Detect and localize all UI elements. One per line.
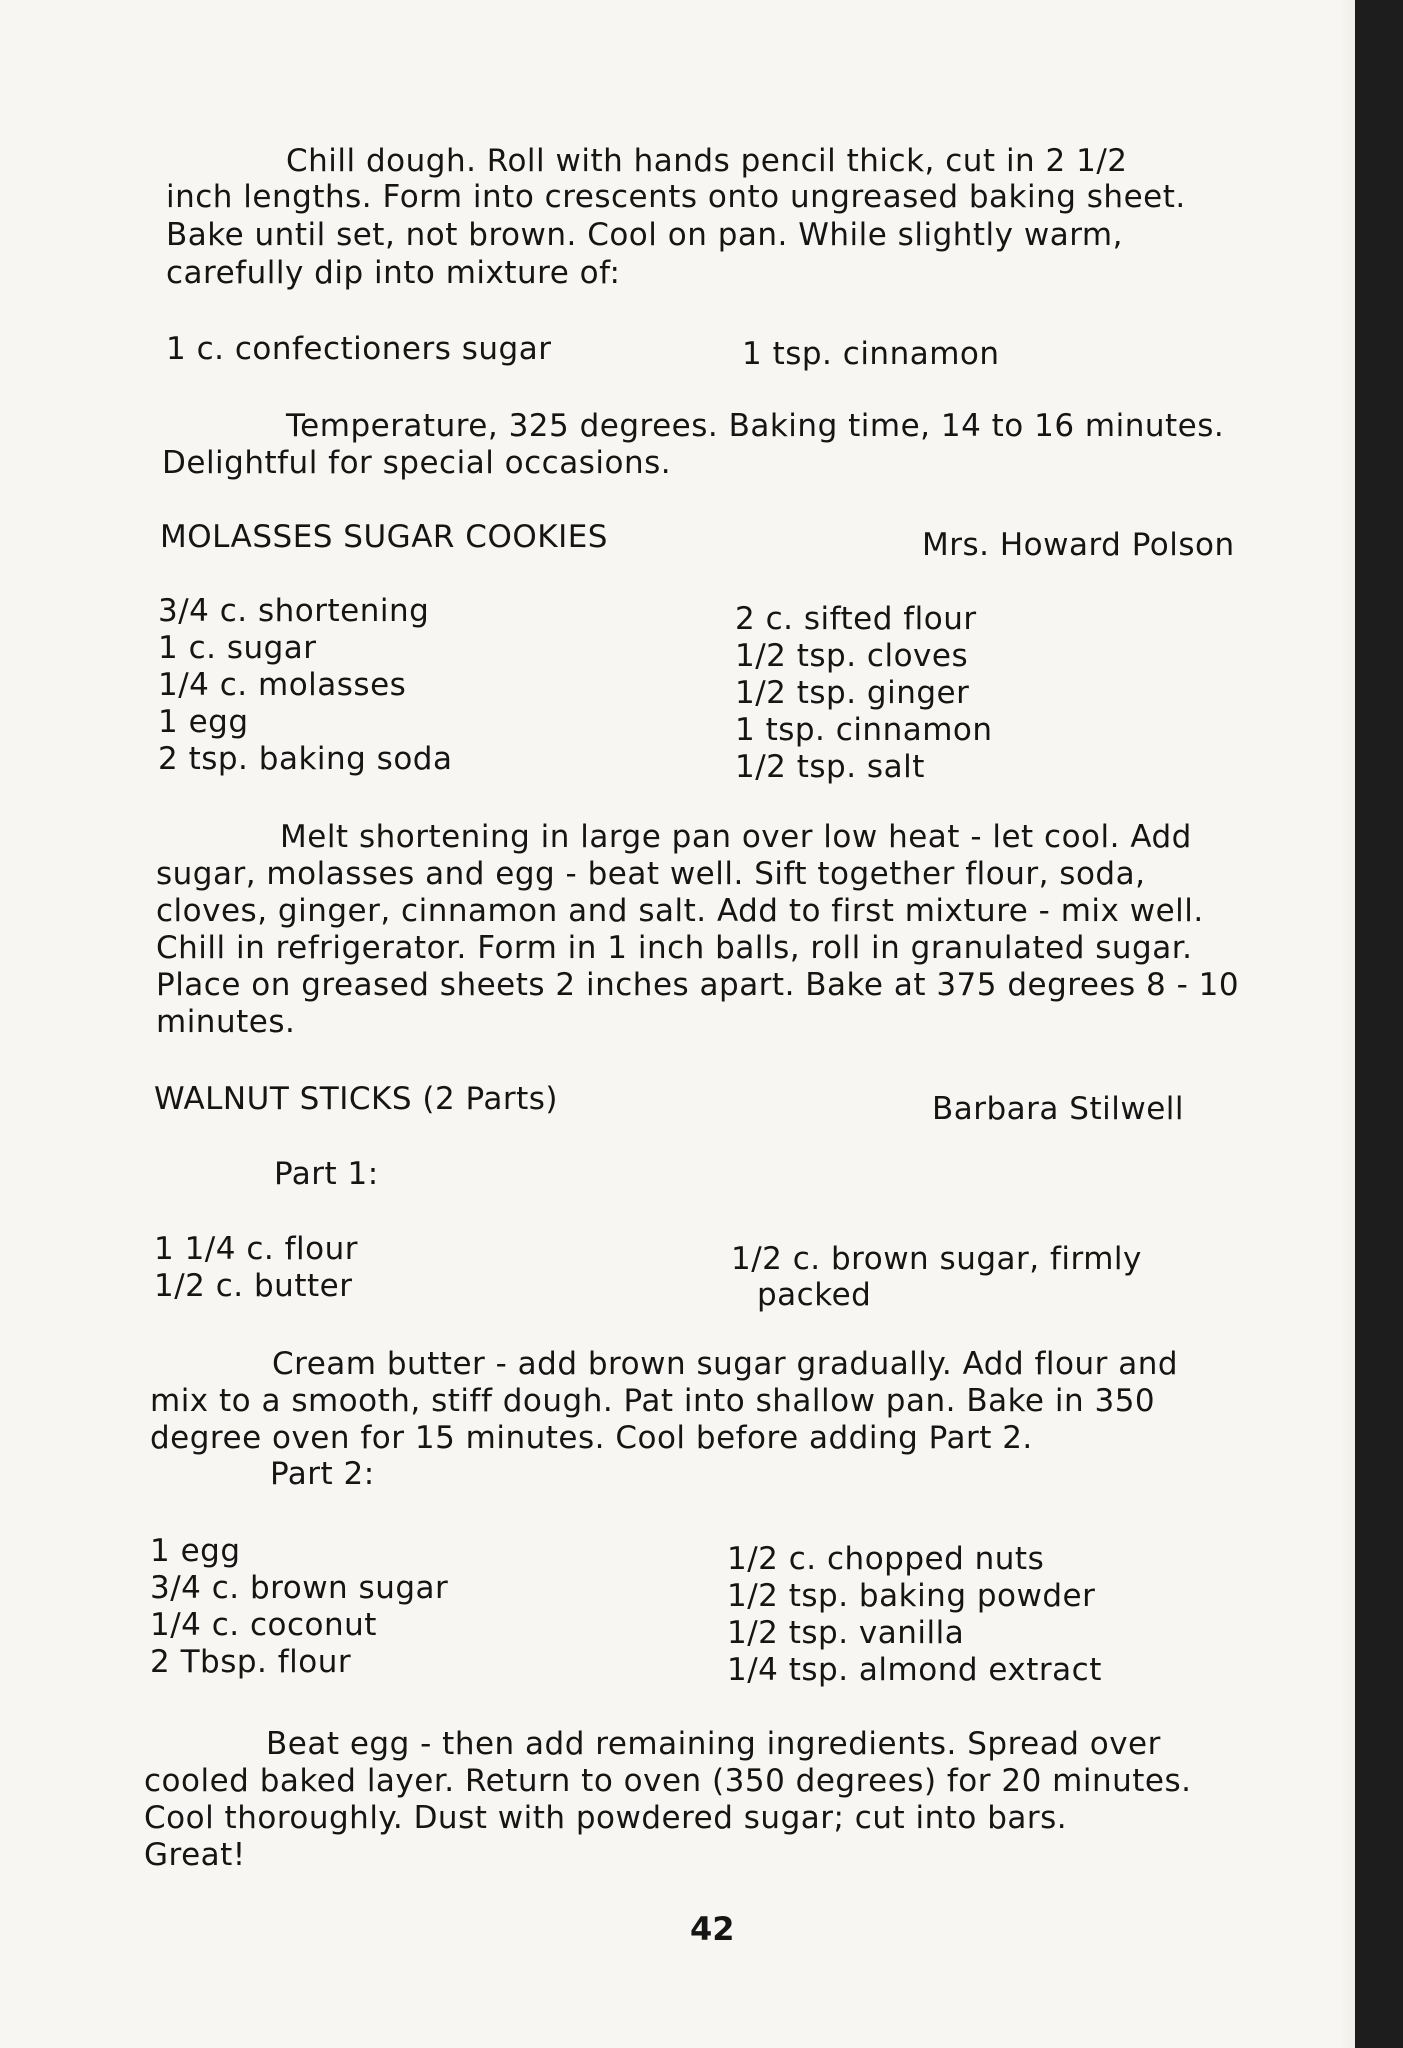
part-label: Part 1: bbox=[274, 1156, 379, 1192]
ingredient-left: 1/4 c. molasses bbox=[158, 667, 407, 703]
directions-line: degree oven for 15 minutes. Cool before adding Part 2. bbox=[150, 1420, 1033, 1456]
ingredient-left: 3/4 c. shortening bbox=[158, 593, 430, 629]
ingredient-left: 1/2 c. butter bbox=[154, 1268, 353, 1304]
ingredient-right: packed bbox=[757, 1277, 872, 1313]
ingredient-left: 2 tsp. baking soda bbox=[158, 741, 453, 777]
directions-line: mix to a smooth, stiff dough. Pat into shallow pan. Bake in 350 bbox=[150, 1383, 1156, 1419]
ingredient-right: 1/2 tsp. salt bbox=[735, 749, 925, 785]
recipe-author: Barbara Stilwell bbox=[932, 1091, 1184, 1127]
ingredient-left: 1/4 c. coconut bbox=[150, 1607, 377, 1643]
directions-line: Place on greased sheets 2 inches apart. Bake at 375 degrees 8 - 10 bbox=[156, 967, 1240, 1003]
ingredient-right: 1/2 c. chopped nuts bbox=[727, 1541, 1045, 1577]
intro-line: Chill dough. Roll with hands pencil thick, cut in 2 1/2 bbox=[286, 143, 1128, 179]
ingredient-left: 2 Tbsp. flour bbox=[150, 1644, 352, 1680]
directions-line: Melt shortening in large pan over low heat - let cool. Add bbox=[280, 819, 1192, 855]
recipe-title: WALNUT STICKS (2 Parts) bbox=[154, 1081, 558, 1117]
recipe-author: Mrs. Howard Polson bbox=[922, 527, 1235, 563]
spiral-binding bbox=[1355, 0, 1403, 2048]
directions-line: sugar, molasses and egg - beat well. Sift together flour, soda, bbox=[156, 856, 1146, 892]
ingredient-right: 1/2 tsp. baking powder bbox=[727, 1578, 1096, 1614]
ingredient-right: 1/4 tsp. almond extract bbox=[727, 1652, 1102, 1688]
ingredient-left: 1 1/4 c. flour bbox=[154, 1231, 358, 1267]
ingredient-left: 1 egg bbox=[150, 1533, 241, 1569]
ingredient-left: 1 egg bbox=[158, 704, 249, 740]
ingredient-left: 3/4 c. brown sugar bbox=[150, 1570, 449, 1606]
directions-line: Cream butter - add brown sugar gradually. Add flour and bbox=[272, 1346, 1179, 1382]
mixture-ingredient-right: 1 tsp. cinnamon bbox=[742, 336, 1000, 372]
directions-line: Cool thoroughly. Dust with powdered sugar; cut into bars. bbox=[144, 1800, 1068, 1836]
intro-line: inch lengths. Form into crescents onto ungreased baking sheet. bbox=[166, 179, 1186, 215]
ingredient-right: 1/2 tsp. vanilla bbox=[727, 1615, 965, 1651]
intro-note: Delightful for special occasions. bbox=[162, 445, 672, 481]
directions-line: minutes. bbox=[156, 1004, 296, 1040]
ingredient-right: 1/2 c. brown sugar, firmly bbox=[731, 1241, 1142, 1277]
directions-line: cloves, ginger, cinnamon and salt. Add to first mixture - mix well. bbox=[156, 893, 1204, 929]
mixture-ingredient-left: 1 c. confectioners sugar bbox=[166, 331, 552, 367]
ingredient-right: 1/2 tsp. ginger bbox=[735, 675, 970, 711]
ingredient-right: 1 tsp. cinnamon bbox=[735, 712, 993, 748]
intro-line: Bake until set, not brown. Cool on pan. While slightly warm, bbox=[166, 217, 1123, 253]
intro-line: carefully dip into mixture of: bbox=[166, 255, 621, 291]
directions-line: Chill in refrigerator. Form in 1 inch balls, roll in granulated sugar. bbox=[156, 930, 1193, 966]
ingredient-right: 1/2 tsp. cloves bbox=[735, 638, 969, 674]
recipe-title: MOLASSES SUGAR COOKIES bbox=[160, 519, 608, 555]
ingredient-left: 1 c. sugar bbox=[158, 630, 317, 666]
directions-line: cooled baked layer. Return to oven (350 degrees) for 20 minutes. bbox=[144, 1763, 1192, 1799]
page-number: 42 bbox=[690, 1910, 735, 1948]
temperature-line: Temperature, 325 degrees. Baking time, 14 to 16 minutes. bbox=[286, 408, 1225, 444]
part-label: Part 2: bbox=[270, 1456, 375, 1492]
directions-line: Great! bbox=[144, 1837, 246, 1873]
directions-line: Beat egg - then add remaining ingredients. Spread over bbox=[266, 1726, 1161, 1762]
ingredient-right: 2 c. sifted flour bbox=[735, 601, 977, 637]
